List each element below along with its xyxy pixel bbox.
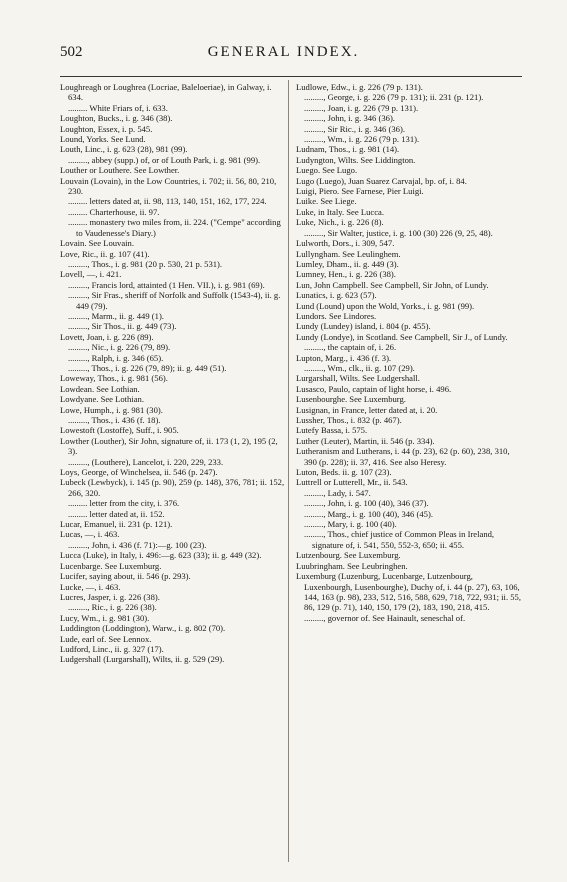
index-entry: Ludford, Linc., ii. g. 327 (17). [60, 643, 164, 654]
index-entry: Love, Ric., ii. g. 107 (41). [60, 248, 150, 259]
index-entry: Lurgarshall, Wilts. See Ludgershall. [296, 373, 420, 384]
index-entry: ........., Lady, i. 547. [304, 487, 371, 498]
index-entry: Louvain (Lovain), in the Low Countries, i. 702; ii. 56, 80, 210, 230. [60, 175, 277, 197]
index-entry: Lusenbourghe. See Luxemburg. [296, 394, 406, 405]
page-header [0, 44, 567, 66]
index-entry: Loughreagh or Loughrea (Locriae, Baleloeriae), in Galway, i. 634. [60, 82, 272, 103]
index-entry: Luther (Leuter), Martin, ii. 546 (p. 334). [296, 435, 435, 446]
index-entry: ........., Sir Thos., ii. g. 449 (73). [68, 321, 177, 332]
index-entry: Lucenbarge. See Luxemburg. [60, 560, 162, 571]
index-entry: Louth, Linc., i. g. 623 (28), 981 (99). [60, 144, 188, 155]
index-entry: Lunatics, i. g. 623 (57). [296, 290, 377, 301]
index-entry: ........., abbey (supp.) of, or of Louth Park, i. g. 981 (99). [68, 154, 261, 165]
index-entry: Lundy (Lundey) island, i. 804 (p. 455). [296, 321, 431, 332]
index-entry: Louther or Louthere. See Lowther. [60, 165, 180, 176]
index-entry: ......... monastery two miles from, ii. 224. ("Cempe" according to Vaudenesse's Diary.) [68, 217, 281, 238]
index-entry: Lowdyane. See Lothian. [60, 394, 145, 405]
index-entry: Ludlowe, Edw., i. g. 226 (79 p. 131). [296, 82, 423, 92]
index-entry: Lumney, Hen., i. g. 226 (38). [296, 269, 396, 280]
index-entry: Lude, earl of. See Lennox. [60, 633, 152, 644]
index-entry: Lusasco, Paulo, captain of light horse, i. 496. [296, 383, 452, 394]
index-entry: ........., governor of. See Hainault, seneschal of. [304, 612, 466, 623]
index-entry: ......... White Friars of, i. 633. [68, 102, 168, 113]
index-entry: Lullyngham. See Leulinghem. [296, 248, 401, 259]
index-entry: Lusignan, in France, letter dated at, i. 20. [296, 404, 438, 415]
index-entry: ........., John, i. 436 (f. 71):—g. 100 (23). [68, 539, 207, 550]
index-entry: Lucar, Emanuel, ii. 231 (p. 121). [60, 519, 173, 530]
index-entry: ........., Thos., i. 436 (f. 18). [68, 415, 161, 425]
index-entry: Luke, in Italy. See Lucca. [296, 206, 384, 217]
index-entry: Loweway, Thos., i. g. 981 (56). [60, 373, 168, 384]
index-entry: Lutefy Bassa, i. 575. [296, 425, 368, 436]
index-entry: Lutzenbourg. See Luxemburg. [296, 550, 401, 561]
index-entry: Lulworth, Dors., i. 309, 547. [296, 238, 395, 249]
index-entry: Ludyngton, Wilts. See Liddington. [296, 154, 416, 165]
index-entry: Luttrell or Lutterell, Mr., ii. 543. [296, 477, 408, 488]
index-entry: Lucca (Luke), in Italy, i. 496:—g. 623 (33); ii. g. 449 (32). [60, 550, 262, 561]
running-head-title: GENERAL INDEX. [207, 44, 360, 60]
index-entry: Lundors. See Lindores. [296, 310, 377, 321]
index-entry: ........., John, i. g. 100 (40), 346 (37). [304, 498, 429, 509]
index-entry: Luego. See Lugo. [296, 165, 358, 176]
index-entry: ........., Francis lord, attainted (1 Hen. VII.), i. g. 981 (69). [68, 279, 265, 290]
index-entry: Lussher, Thos., i. 832 (p. 467). [296, 415, 402, 425]
index-entry: ........., Ralph, i. g. 346 (65). [68, 352, 164, 363]
index-entry: Lutheranism and Lutherans, i. 44 (p. 23), 62 (p. 60), 238, 310, 390 (p. 228); ii. 37, 416. See also Heresy. [296, 446, 510, 467]
index-entry: ........., Wm., i. g. 226 (79 p. 131). [304, 134, 420, 145]
right-index-column [296, 82, 522, 623]
index-entry: Ludgershall (Lurgarshall), Wilts, ii. g. 529 (29). [60, 654, 225, 665]
index-entry: ........., Joan, i. g. 226 (79 p. 131). [304, 102, 419, 113]
index-entry: Lowe, Humph., i. g. 981 (30). [60, 404, 163, 415]
index-entry: ........., George, i. g. 226 (79 p. 131); ii. 231 (p. 121). [304, 92, 484, 103]
header-rule [60, 76, 522, 77]
column-divider [288, 80, 289, 862]
index-entry: Lovain. See Louvain. [60, 238, 134, 249]
index-entry: Lucas, —, i. 463. [60, 529, 120, 540]
index-entry: ........., Thos., i. g. 981 (20 p. 530, 21 p. 531). [68, 258, 223, 269]
index-entry: ......... letter from the city, i. 376. [68, 498, 180, 509]
index-entry: Loughton, Essex, i. p. 545. [60, 123, 153, 134]
index-entry: Lound, Yorks. See Lund. [60, 134, 146, 145]
index-entry: ........., Sir Walter, justice, i. g. 100 (30) 226 (9, 25, 48). [304, 227, 493, 238]
index-entry: ........., Marg., i. g. 100 (40), 346 (45). [304, 508, 433, 519]
index-entry: Luigi, Piero. See Farnese, Pier Luigi. [296, 186, 424, 197]
index-entry: Lucres, Jasper, i. g. 226 (38). [60, 591, 160, 602]
index-entry: ........., Wm., clk., ii. g. 107 (29). [304, 362, 415, 373]
index-entry: ........., the captain of, i. 26. [304, 342, 397, 353]
index-entry: ........., Ric., i. g. 226 (38). [68, 602, 157, 613]
index-entry: Luke, Nich., i. g. 226 (8). [296, 217, 384, 228]
index-entry: Lumley, Dham., ii. g. 449 (3). [296, 258, 399, 269]
index-entry: Lovell, —, i. 421. [60, 269, 122, 280]
index-entry: ........., Marm., ii. g. 449 (1). [68, 310, 164, 321]
index-entry: Ludnam, Thos., i. g. 981 (14). [296, 144, 400, 155]
index-entry: ........., Sir Fras., sheriff of Norfolk and Suffolk (1543-4), ii. g. 449 (79). [68, 290, 281, 311]
index-entry: Lund (Lound) upon the Wold, Yorks., i. g. 981 (99). [296, 300, 475, 311]
index-entry: Luton, Beds. ii. g. 107 (23). [296, 467, 392, 478]
index-entry: Lupton, Marg., i. 436 (f. 3). [296, 352, 392, 363]
index-entry: ........., John, i. g. 346 (36). [304, 113, 395, 124]
index-entry: Luddington (Loddington), Warw., i. g. 802 (70). [60, 623, 226, 634]
index-entry: ........., Sir Ric., i. g. 346 (36). [304, 123, 405, 134]
left-index-column [60, 82, 286, 665]
index-entry: Luubringham. See Leubringhen. [296, 560, 408, 571]
index-entry: Lowther (Louther), Sir John, signature of, ii. 173 (1, 2), 195 (2, 3). [60, 435, 278, 457]
index-entry: ......... Charterhouse, ii. 97. [68, 206, 160, 217]
index-entry: Lun, John Campbell. See Campbell, Sir John, of Lundy. [296, 279, 489, 290]
index-entry: Loughton, Bucks., i. g. 346 (38). [60, 113, 173, 124]
index-entry: Lowestoft (Lostoffe), Suff., i. 905. [60, 425, 179, 436]
index-entry: ........., (Louthere), Lancelot, i. 220, 229, 233. [68, 456, 224, 467]
index-entry: Lucifer, saying about, ii. 546 (p. 293). [60, 571, 191, 582]
index-entry: Lovett, Joan, i. g. 226 (89). [60, 331, 154, 342]
index-entry: Lundy (Londye), in Scotland. See Campbell, Sir J., of Lundy. [296, 331, 508, 342]
index-entry: ........., Nic., i. g. 226 (79, 89). [68, 342, 171, 353]
page-number: 502 [60, 44, 83, 60]
index-entry: ........., Thos., chief justice of Common Pleas in Ireland, signature of, i. 541, 550, 552-3, 650; ii. 455. [304, 529, 495, 550]
index-entry: Lubeck (Lewbyck), i. 145 (p. 90), 259 (p. 148), 376, 781; ii. 152, 266, 320. [60, 477, 285, 498]
index-entry: Loys, George, of Winchelsea, ii. 546 (p. 247). [60, 467, 218, 478]
index-entry: Lucy, Wm., i. g. 981 (30). [60, 612, 150, 623]
index-entry: ......... letter dated at, ii. 152. [68, 508, 165, 519]
index-entry: Luike. See Liege. [296, 196, 357, 207]
index-entry: ......... letters dated at, ii. 98, 113, 140, 151, 162, 177, 224. [68, 196, 267, 207]
index-entry: Lowdean. See Lothian. [60, 383, 140, 394]
index-entry: Lucke, —, i. 463. [60, 581, 121, 592]
index-entry: Luxemburg (Luzenburg, Lucenbarge, Lutzenbourg, Luxenbourgh, Lusenbourghe), Duchy of, i. 44 (p. 27), 63, 106, 144, 163 (p. 98), 233, 512, 516, 588, 629, 718, 722, 931; ii. 55, 86, 129 (p. 71), 140, 150, 179 (2), 183, 190, 218, 415. [296, 571, 521, 613]
index-entry: ........., Thos., i. g. 226 (79, 89); ii. g. 449 (51). [68, 362, 227, 373]
index-entry: Lugo (Luego), Juan Suarez Carvajal, bp. of, i. 84. [296, 175, 467, 186]
index-entry: ........., Mary, i. g. 100 (40). [304, 519, 397, 530]
